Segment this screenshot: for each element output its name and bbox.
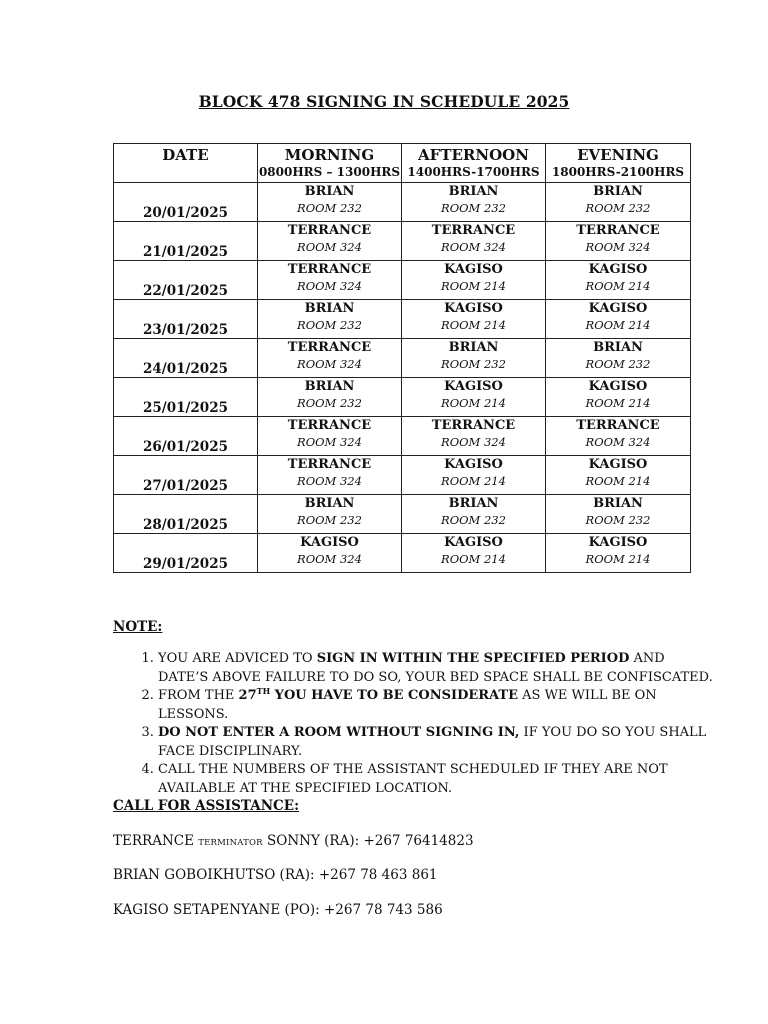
assistant-name: BRIAN [304,496,355,511]
assistant-name: TERRANCE [576,418,660,433]
assistance-heading: CALL FOR ASSISTANCE: [113,798,300,814]
evening-cell [546,456,691,495]
contact-first-name: BRIAN [113,867,160,883]
assistant-name: KAGISO [588,301,648,316]
table-row [114,300,691,339]
assistant-name: TERRANCE [287,340,372,355]
afternoon-cell [402,417,546,456]
table-row [114,183,691,222]
assistant-name: KAGISO [588,262,648,277]
header-date [114,144,258,183]
header-afternoon-label: AFTERNOON [418,146,529,164]
note-text: IF YOU DO SO YOU SHALL FACE DISCIPLINARY. [158,725,707,759]
assistant-name: KAGISO [444,535,503,550]
room-number: ROOM 214 [585,552,651,566]
contact-brian [113,867,438,883]
table-row [114,261,691,300]
assistant-name: TERRANCE [287,223,372,238]
morning-cell [258,339,402,378]
header-morning-time: 0800HRS – 1300HRS [258,165,401,179]
room-number: ROOM 214 [585,318,651,332]
evening-cell [546,300,691,339]
room-number: ROOM 214 [441,279,506,293]
header-afternoon [402,144,546,183]
room-number: ROOM 232 [585,357,651,371]
header-morning [258,144,402,183]
date-cell: 25/01/2025 [114,378,258,417]
assistant-name: BRIAN [593,496,643,511]
schedule-table [113,143,691,573]
room-number: ROOM 232 [297,396,362,410]
note-emphasis: DO NOT ENTER A ROOM WITHOUT SIGNING IN, [158,725,520,740]
date-cell: 29/01/2025 [114,534,258,573]
header-evening-label: EVENING [577,146,659,164]
assistant-name: KAGISO [444,379,503,394]
afternoon-cell [402,456,546,495]
room-number: ROOM 232 [585,201,651,215]
afternoon-cell [402,222,546,261]
header-morning-label: MORNING [284,146,375,164]
afternoon-cell [402,495,546,534]
contact-first-name: KAGISO [113,902,169,918]
room-number: ROOM 324 [441,240,506,254]
morning-cell [258,222,402,261]
room-number: ROOM 324 [441,435,506,449]
note-item-4 [158,761,718,798]
afternoon-cell [402,261,546,300]
room-number: ROOM 232 [441,357,506,371]
assistant-name: BRIAN [448,340,499,355]
evening-cell [546,183,691,222]
room-number: ROOM 214 [441,552,506,566]
evening-cell [546,534,691,573]
morning-cell [258,183,402,222]
assistant-name: TERRANCE [431,223,516,238]
note-item-1 [158,650,718,687]
date-cell: 22/01/2025 [114,261,258,300]
date-cell: 24/01/2025 [114,339,258,378]
assistant-name: TERRANCE [287,262,372,277]
table-row [114,378,691,417]
morning-cell [258,300,402,339]
room-number: ROOM 324 [297,474,362,488]
note-text: YOU ARE ADVICED TO [158,651,317,666]
table-header-row [114,144,691,183]
contact-details: SETAPENYANE (PO): +267 78 743 586 [173,902,443,918]
header-date-label: DATE [162,146,209,164]
room-number: ROOM 324 [297,552,362,566]
room-number: ROOM 214 [441,474,506,488]
note-text: CALL THE NUMBERS OF THE ASSISTANT SCHEDULED IF THEY ARE NOT AVAILABLE AT THE SPECIFIED LOCATION. [158,762,668,796]
note-text: AS WE WILL BE ON LESSONS. [158,688,657,722]
assistant-name: KAGISO [444,301,503,316]
morning-cell [258,456,402,495]
room-number: ROOM 232 [297,201,362,215]
assistant-name: KAGISO [444,262,503,277]
assistant-name: TERRANCE [576,223,660,238]
room-number: ROOM 232 [297,318,362,332]
evening-cell [546,417,691,456]
table-row [114,534,691,573]
contact-details: GOBOIKHUTSO (RA): +267 78 463 861 [164,867,438,883]
contact-terrance [113,833,474,849]
evening-cell [546,339,691,378]
contact-details: SONNY (RA): +267 76414823 [267,833,474,849]
note-list [113,650,718,798]
afternoon-cell [402,339,546,378]
room-number: ROOM 324 [297,435,362,449]
evening-cell [546,378,691,417]
assistant-name: BRIAN [593,340,643,355]
table-row [114,339,691,378]
contact-first-name: TERRANCE [113,833,194,849]
note-superscript: TH [256,685,271,696]
assistant-name: KAGISO [300,535,359,550]
assistant-name: BRIAN [448,496,499,511]
room-number: ROOM 324 [585,435,651,449]
room-number: ROOM 214 [441,318,506,332]
note-text: AND DATE’S ABOVE FAILURE TO DO SO, YOUR BED SPACE SHALL BE CONFISCATED. [158,651,713,685]
evening-cell [546,495,691,534]
afternoon-cell [402,183,546,222]
table-row [114,456,691,495]
room-number: ROOM 214 [585,474,651,488]
note-item-2 [158,687,718,724]
room-number: ROOM 232 [297,513,362,527]
date-cell: 21/01/2025 [114,222,258,261]
assistant-name: BRIAN [304,301,355,316]
header-evening [546,144,691,183]
assistant-name: BRIAN [304,184,355,199]
room-number: ROOM 214 [585,396,651,410]
table-row [114,222,691,261]
assistant-name: KAGISO [444,457,503,472]
contact-kagiso [113,902,443,918]
contact-nickname: TERMINATOR [198,838,263,848]
date-cell: 28/01/2025 [114,495,258,534]
date-cell: 23/01/2025 [114,300,258,339]
assistant-name: TERRANCE [431,418,516,433]
header-afternoon-time: 1400HRS-1700HRS [407,165,540,179]
morning-cell [258,534,402,573]
note-heading: NOTE: [113,619,163,635]
assistant-name: KAGISO [588,535,648,550]
morning-cell [258,378,402,417]
note-emphasis: SIGN IN WITHIN THE SPECIFIED PERIOD [316,651,630,666]
room-number: ROOM 324 [297,279,362,293]
note-emphasis: YOU HAVE TO BE CONSIDERATE [270,688,519,703]
afternoon-cell [402,378,546,417]
room-number: ROOM 324 [297,357,362,371]
evening-cell [546,222,691,261]
table-row [114,495,691,534]
room-number: ROOM 214 [441,396,506,410]
schedule-body [114,183,691,573]
assistant-name: TERRANCE [287,418,372,433]
date-cell: 20/01/2025 [114,183,258,222]
room-number: ROOM 232 [441,513,506,527]
note-text: FROM THE [158,688,239,703]
date-cell: 26/01/2025 [114,417,258,456]
morning-cell [258,495,402,534]
document-title: BLOCK 478 SIGNING IN SCHEDULE 2025 [198,92,570,111]
assistant-name: BRIAN [593,184,643,199]
afternoon-cell [402,534,546,573]
table-row [114,417,691,456]
room-number: ROOM 324 [585,240,651,254]
room-number: ROOM 232 [441,201,506,215]
afternoon-cell [402,300,546,339]
assistant-name: BRIAN [448,184,499,199]
header-evening-time: 1800HRS-2100HRS [551,165,685,179]
assistant-name: KAGISO [588,379,648,394]
note-emphasis: 27 [238,688,257,703]
assistant-name: TERRANCE [287,457,372,472]
morning-cell [258,417,402,456]
note-item-3 [158,724,718,761]
evening-cell [546,261,691,300]
room-number: ROOM 214 [585,279,651,293]
room-number: ROOM 232 [585,513,651,527]
assistant-name: KAGISO [588,457,648,472]
assistant-name: BRIAN [304,379,355,394]
room-number: ROOM 324 [297,240,362,254]
date-cell: 27/01/2025 [114,456,258,495]
morning-cell [258,261,402,300]
